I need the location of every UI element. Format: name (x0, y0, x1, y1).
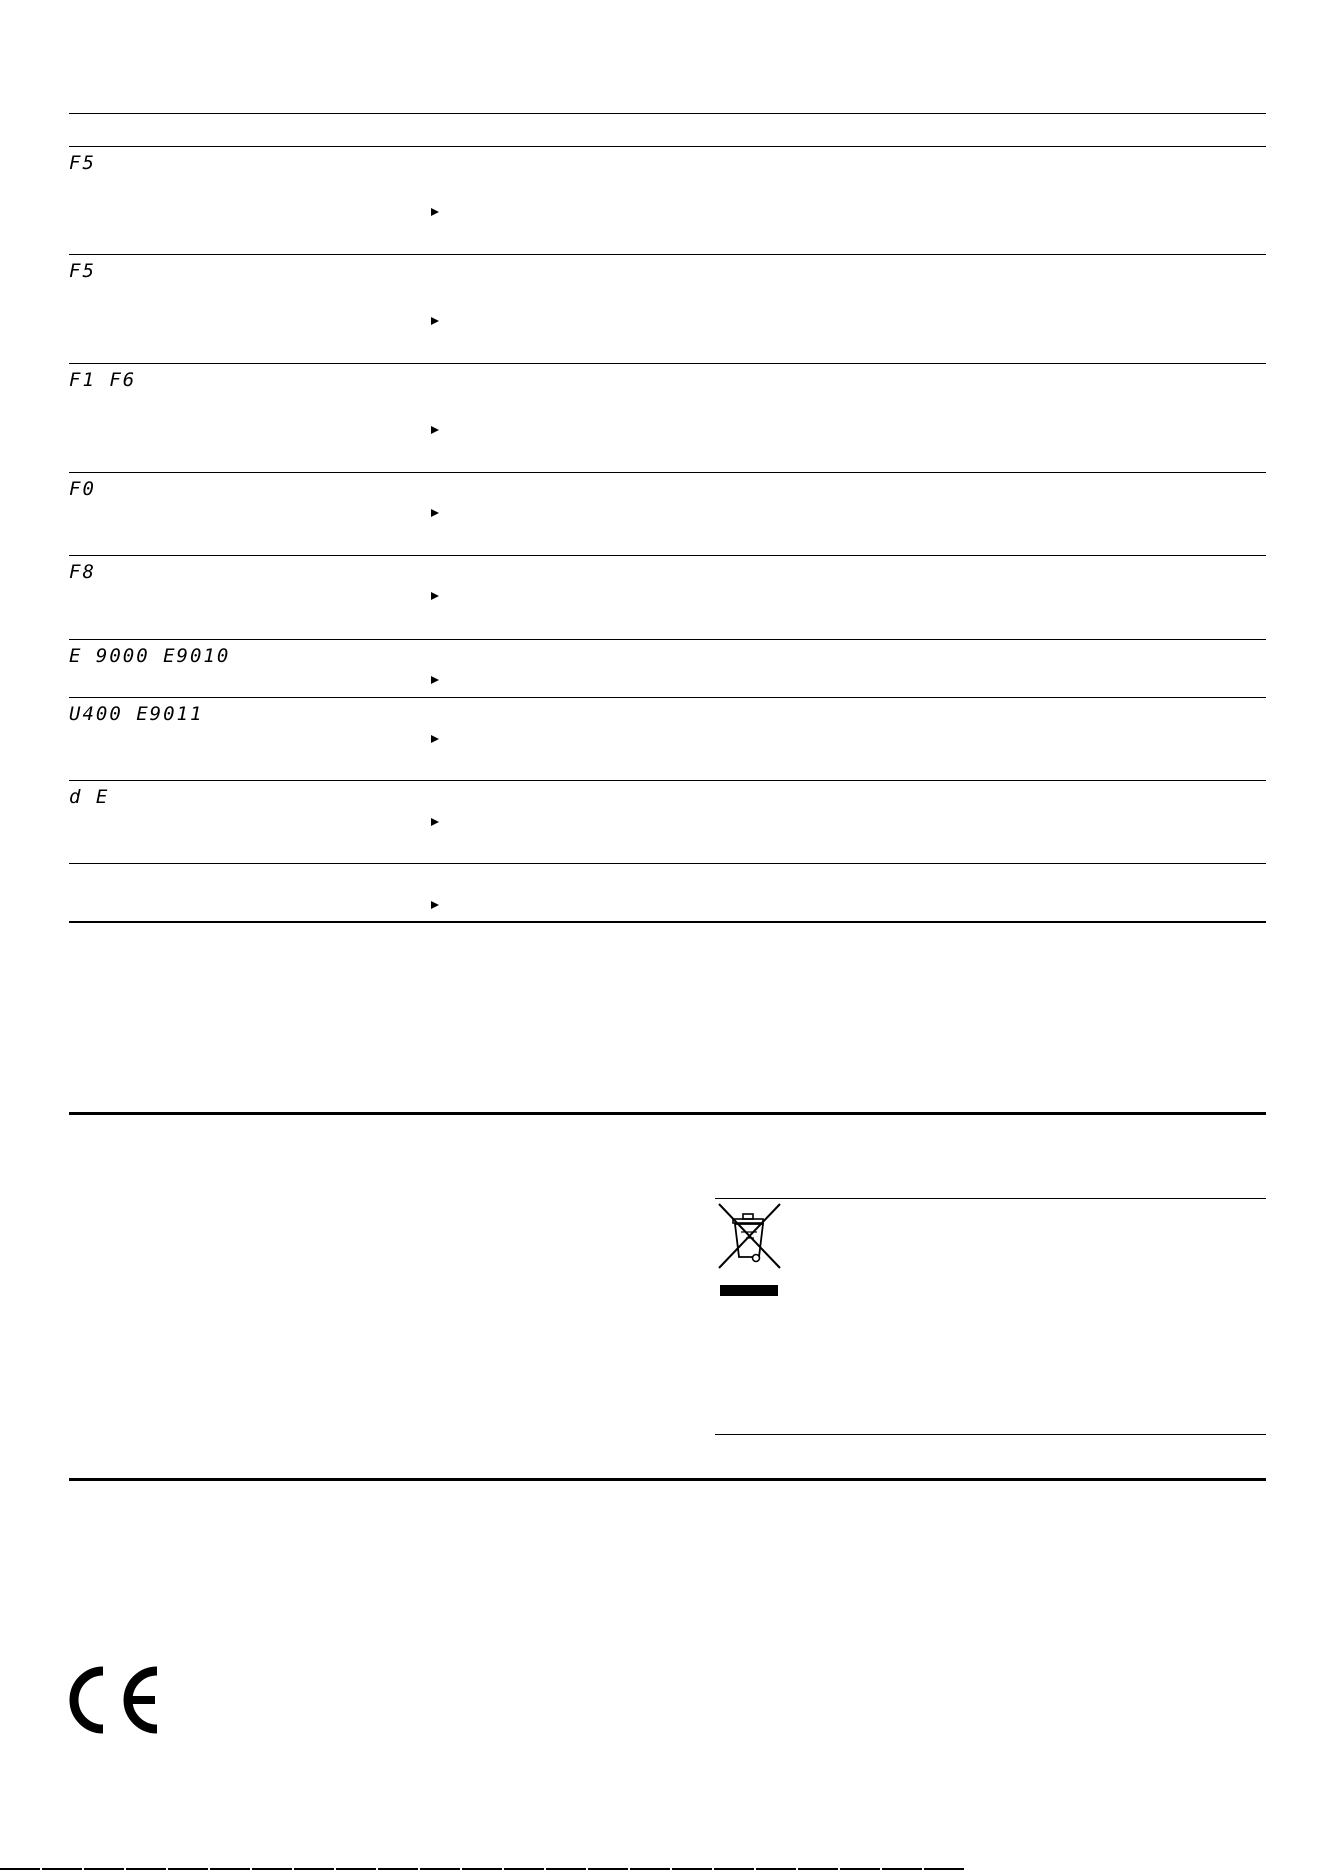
right-triangle-icon (431, 735, 439, 743)
error-code: F0 (69, 478, 96, 500)
error-code: F5 (69, 260, 96, 282)
error-code: F5 (69, 152, 96, 174)
row-divider (69, 697, 1266, 698)
table-header-rule (69, 146, 1266, 147)
row-divider (69, 780, 1266, 781)
right-triangle-icon (431, 592, 439, 600)
section-rule (69, 1112, 1266, 1115)
row-divider (69, 363, 1266, 364)
right-triangle-icon (431, 208, 439, 216)
disposal-box-bottom-rule (715, 1434, 1266, 1435)
right-triangle-icon (431, 818, 439, 826)
table-bottom-rule (69, 921, 1266, 923)
row-divider (69, 639, 1266, 640)
page-bottom-rule (0, 1868, 966, 1870)
right-triangle-icon (431, 509, 439, 517)
right-triangle-icon (431, 317, 439, 325)
error-code: F1 F6 (69, 369, 137, 391)
table-top-rule (69, 113, 1266, 114)
error-code: d E (69, 786, 110, 808)
section-rule (69, 1478, 1266, 1481)
row-divider (69, 555, 1266, 556)
crossed-out-wheelie-bin-icon (716, 1201, 784, 1299)
right-triangle-icon (431, 676, 439, 684)
error-code: U400 E9011 (69, 703, 204, 725)
row-divider (69, 472, 1266, 473)
row-divider (69, 254, 1266, 255)
row-divider (69, 863, 1266, 864)
ce-mark-icon (67, 1665, 163, 1735)
right-triangle-icon (431, 901, 439, 909)
right-triangle-icon (431, 426, 439, 434)
disposal-box-top-rule (715, 1198, 1266, 1199)
error-code: E 9000 E9010 (69, 645, 231, 667)
error-code: F8 (69, 561, 96, 583)
